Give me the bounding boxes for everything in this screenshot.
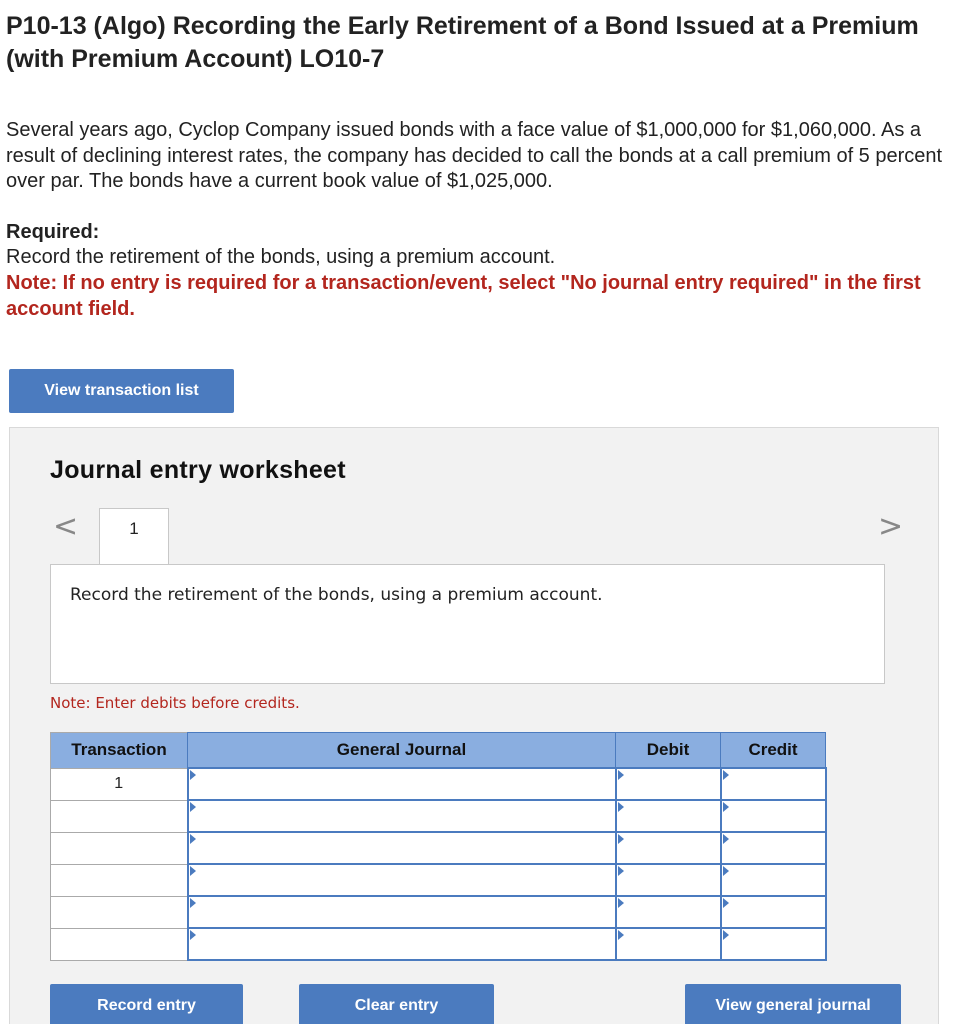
column-header-credit: Credit (721, 733, 826, 769)
column-header-transaction: Transaction (51, 733, 188, 769)
dropdown-marker-icon (190, 866, 196, 876)
chevron-right-icon[interactable]: > (878, 509, 904, 544)
debit-input[interactable] (616, 896, 721, 928)
required-heading: Required: (6, 221, 100, 243)
dropdown-marker-icon (190, 930, 196, 940)
dropdown-marker-icon (723, 802, 729, 812)
table-row (51, 768, 826, 800)
credit-input[interactable] (721, 768, 826, 800)
credit-input[interactable] (721, 928, 826, 960)
record-entry-button[interactable]: Record entry (50, 984, 243, 1024)
debit-input[interactable] (616, 928, 721, 960)
problem-title: P10-13 (Algo) Recording the Early Retirement of a Bond Issued at a Premium (with Premium Account) LO10-7 (6, 12, 919, 73)
dropdown-marker-icon (618, 802, 624, 812)
required-text: Record the retirement of the bonds, using a premium account. (6, 246, 556, 268)
dropdown-marker-icon (190, 834, 196, 844)
journal-header-row (51, 733, 826, 769)
account-input[interactable] (188, 768, 616, 800)
dropdown-marker-icon (618, 930, 624, 940)
dropdown-marker-icon (190, 770, 196, 780)
dropdown-marker-icon (723, 930, 729, 940)
required-note: Note: If no entry is required for a transaction/event, select "No journal entry required" in the first account field. (6, 272, 921, 320)
account-input[interactable] (188, 896, 616, 928)
debit-input[interactable] (616, 800, 721, 832)
account-input[interactable] (188, 864, 616, 896)
column-header-debit: Debit (616, 733, 721, 769)
account-input[interactable] (188, 800, 616, 832)
debit-input[interactable] (616, 832, 721, 864)
transaction-cell (51, 832, 188, 864)
dropdown-marker-icon (618, 898, 624, 908)
debits-note: Note: Enter debits before credits. (50, 694, 300, 712)
table-row (51, 832, 826, 864)
debit-input[interactable] (616, 768, 721, 800)
table-row (51, 928, 826, 960)
dropdown-marker-icon (723, 770, 729, 780)
transaction-description: Record the retirement of the bonds, using a premium account. (70, 585, 603, 605)
dropdown-marker-icon (190, 898, 196, 908)
credit-input[interactable] (721, 832, 826, 864)
account-input[interactable] (188, 832, 616, 864)
credit-input[interactable] (721, 800, 826, 832)
transaction-cell (51, 896, 188, 928)
dropdown-marker-icon (618, 866, 624, 876)
dropdown-marker-icon (723, 866, 729, 876)
journal-entry-worksheet (9, 427, 939, 1024)
dropdown-marker-icon (723, 834, 729, 844)
transaction-cell (51, 800, 188, 832)
transaction-description-box (50, 564, 885, 684)
journal-table (50, 732, 827, 961)
transaction-cell (51, 928, 188, 960)
transaction-tab-1[interactable]: 1 (99, 508, 169, 564)
table-row (51, 864, 826, 896)
chevron-left-icon[interactable]: < (53, 509, 79, 544)
worksheet-title: Journal entry worksheet (50, 456, 346, 484)
column-header-general-journal: General Journal (188, 733, 616, 769)
dropdown-marker-icon (618, 834, 624, 844)
dropdown-marker-icon (190, 802, 196, 812)
table-row (51, 896, 826, 928)
dropdown-marker-icon (618, 770, 624, 780)
table-row (51, 800, 826, 832)
view-transaction-list-button[interactable]: View transaction list (9, 369, 234, 413)
view-general-journal-button[interactable]: View general journal (685, 984, 901, 1024)
clear-entry-button[interactable]: Clear entry (299, 984, 494, 1024)
dropdown-marker-icon (723, 898, 729, 908)
transaction-cell: 1 (51, 768, 188, 800)
debit-input[interactable] (616, 864, 721, 896)
credit-input[interactable] (721, 896, 826, 928)
problem-intro: Several years ago, Cyclop Company issued bonds with a face value of $1,000,000 for $1,060,000. As a result of declining interest rates, the company has decided to call the bonds at a call premium of 5 percent over par. The bonds have a current book value of $1,025,000. (6, 119, 943, 192)
transaction-cell (51, 864, 188, 896)
account-input[interactable] (188, 928, 616, 960)
credit-input[interactable] (721, 864, 826, 896)
